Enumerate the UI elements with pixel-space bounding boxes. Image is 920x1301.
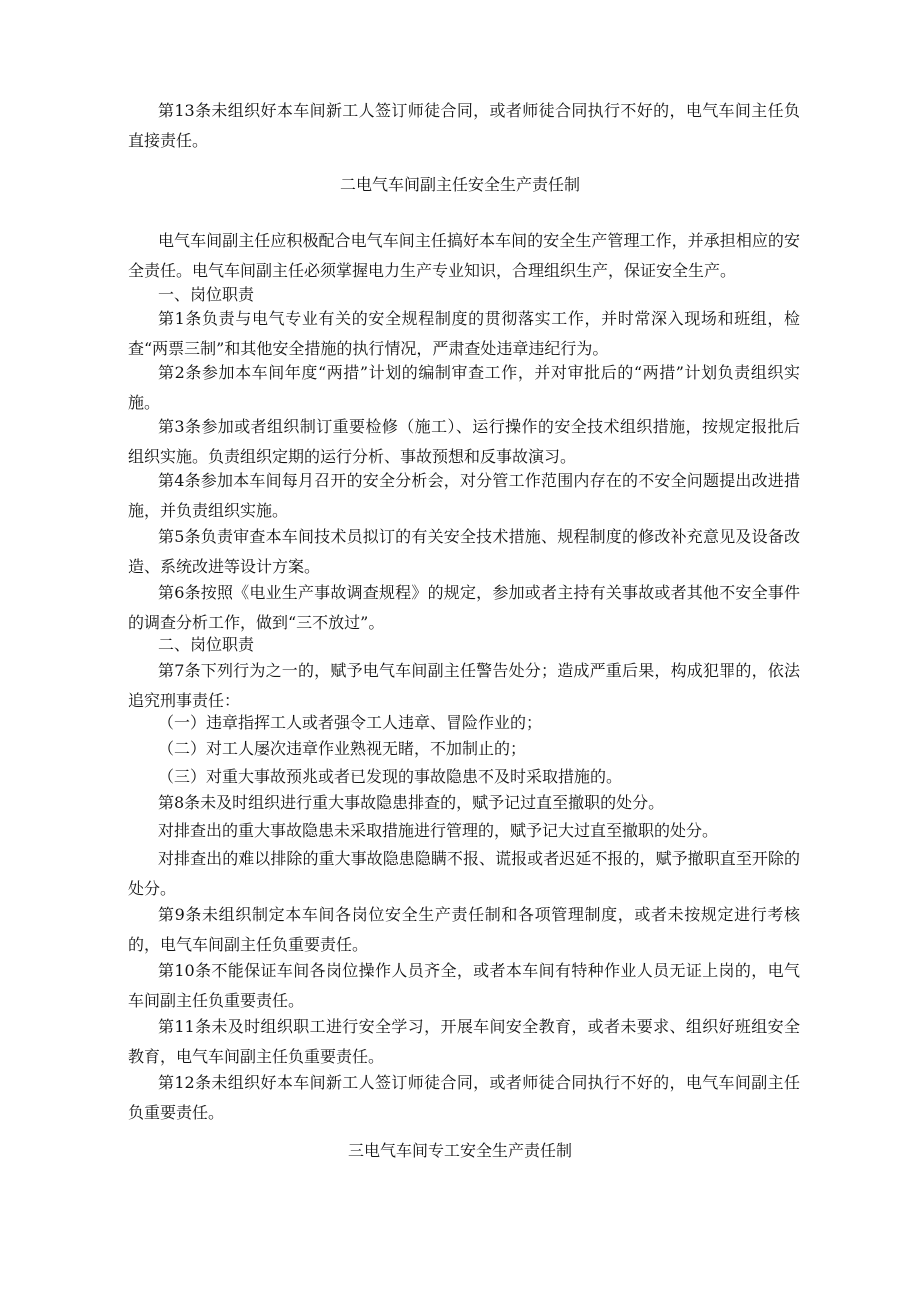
article-11-paragraph: 第11条未及时组织职工进行安全学习，开展车间安全教育，或者未要求、组织好班组安全教育，电气车间副主任负重要责任。 (128, 1017, 800, 1066)
intro-paragraph: 电气车间副主任应积极配合电气车间主任搞好本车间的安全生产管理工作，并承担相应的安全责任。电气车间副主任必须掌握电力生产专业知识，合理组织生产，保证安全生产。 (128, 231, 800, 280)
article-8-clause-2: 对排查出的重大事故隐患未采取措施进行管理的，赋予记大过直至撤职的处分。 (158, 821, 719, 840)
section-3-heading: 三电气车间专工安全生产责任制 (347, 1141, 572, 1160)
article-1-paragraph: 第1条负责与电气专业有关的安全规程制度的贯彻落实工作，并时常深入现场和班组，检查“两票三制”和其他安全措施的执行情况，严肃查处违章违纪行为。 (128, 309, 800, 358)
article-6-paragraph: 第6条按照《电业生产事故调查规程》的规定，参加或者主持有关事故或者其他不安全事件的调查分析工作，做到“三不放过”。 (128, 583, 800, 632)
article-12-paragraph: 第12条未组织好本车间新工人签订师徒合同，或者师徒合同执行不好的，电气车间副主任负重要责任。 (128, 1073, 800, 1122)
item-2-paragraph: （二）对工人屡次违章作业熟视无睹，不加制止的； (158, 739, 527, 758)
article-13-paragraph: 第13条未组织好本车间新工人签订师徒合同，或者师徒合同执行不好的，电气车间主任负直接责任。 (128, 101, 800, 150)
article-5-paragraph: 第5条负责审查本车间技术员拟订的有关安全技术措施、规程制度的修改补充意见及设备改造、系统改进等设计方案。 (128, 527, 800, 576)
article-8-paragraph: 第8条未及时组织进行重大事故隐患排查的，赋予记过直至撤职的处分。 (158, 793, 665, 812)
article-9-paragraph: 第9条未组织制定本车间各岗位安全生产责任制和各项管理制度，或者未按规定进行考核的，电气车间副主任负重要责任。 (128, 905, 800, 954)
duties-subheading-2: 二、岗位职责 (158, 635, 255, 654)
duties-subheading: 一、岗位职责 (158, 285, 255, 304)
article-7-paragraph: 第7条下列行为之一的，赋予电气车间副主任警告处分；造成严重后果，构成犯罪的，依法追究刑事责任： (128, 661, 800, 710)
item-3-paragraph: （三）对重大事故预兆或者已发现的事故隐患不及时采取措施的。 (158, 767, 623, 786)
article-3-paragraph: 第3条参加或者组织制订重要检修（施工）、运行操作的安全技术组织措施，按规定报批后组织实施。负责组织定期的运行分析、事故预想和反事故演习。 (128, 417, 800, 466)
section-2-heading: 二电气车间副主任安全生产责任制 (339, 175, 580, 194)
article-10-paragraph: 第10条不能保证车间各岗位操作人员齐全，或者本车间有特种作业人员无证上岗的，电气车间副主任负重要责任。 (128, 961, 800, 1010)
article-4-paragraph: 第4条参加本车间每月召开的安全分析会，对分管工作范围内存在的不安全问题提出改进措施，并负责组织实施。 (128, 471, 800, 520)
article-8-clause-3: 对排查出的难以排除的重大事故隐患隐瞒不报、谎报或者迟延不报的，赋予撤职直至开除的处分。 (128, 849, 800, 898)
item-1-paragraph: （一）违章指挥工人或者强令工人违章、冒险作业的； (158, 713, 543, 732)
article-2-paragraph: 第2条参加本车间年度“两措”计划的编制审查工作，并对审批后的“两措”计划负责组织实施。 (128, 363, 800, 412)
